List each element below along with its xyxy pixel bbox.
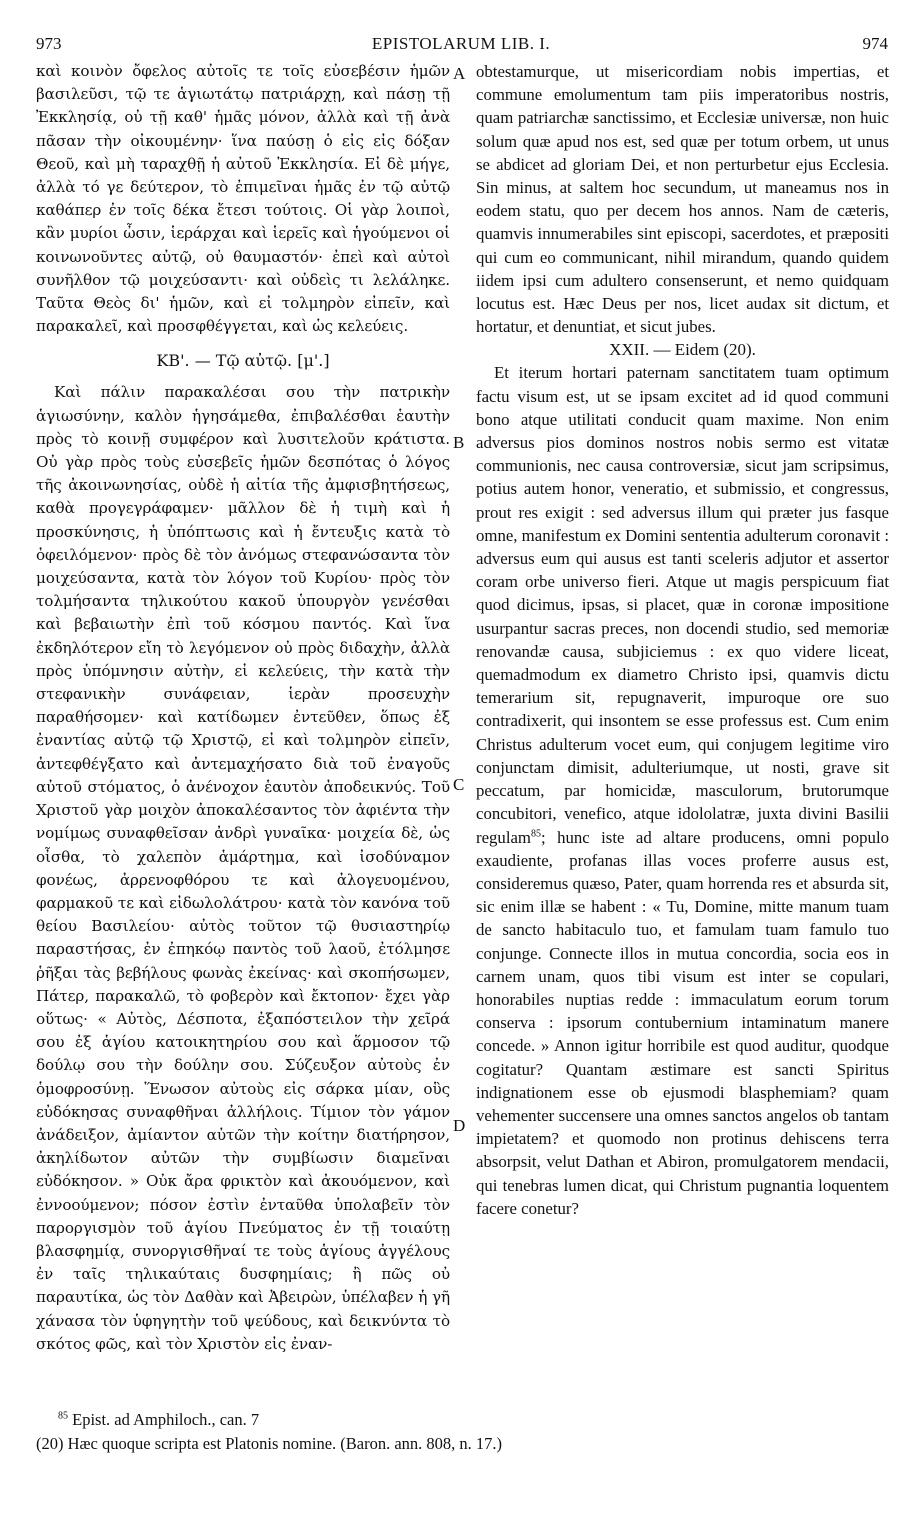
margin-marker-b: B: [453, 433, 465, 452]
latin-paragraph-2: [476, 361, 889, 1220]
page-number-right: 974: [862, 34, 888, 53]
margin-marker-a: A: [453, 64, 466, 83]
footnote-mark: 85: [58, 1410, 68, 1422]
footnote-85: [36, 1408, 896, 1432]
margin-marker-c: C: [453, 775, 465, 794]
margin-marker-d: D: [453, 1116, 466, 1135]
greek-column: [36, 60, 450, 1356]
latin-paragraph-2-continuation: ; hunc iste ad altare producens, omni populo exaudiente, profanas illas voces proferre ausus est, consideremus quæso, Pater, quam horrenda res et absurda sit, sic enim illæ se habent : « Tu, Domine, mitte manum tuam de sancto habitaculo tuo, et famulam tuam famulo tuo conjunge. Connecte illos in mutua concordia, socia eos in carnem unam, quos tibi visum est inter se copulari, honorabiles nuptias redde : immaculatum eorum torum conserva : ipsorum contubernium intaminatum manere concede. » Annon igitur horribile est quod auditur, quodque cogitatur? Quantam æstimare est sancti Spiritus indignationem esse ob ejusmodi blasphemiam? quam vehementer succensere una omnes sanctos angelos ob tantam impietatem? et quomodo non protinus dehiscens terra absorpsit, velut Dathan et Abiron, promulgatorem mendacii, qui tenebras lumen dicat, qui Christum pugnantia loquentem facere conetur?: [476, 827, 889, 1218]
greek-paragraph-2: Καὶ πάλιν παρακαλέσαι σου τὴν πατρικὴν ἁγιωσύνην, καλὸν ἡγησάμεθα, ἐπιβαλέσθαι ἑαυτὴν πρὸς τὸ κοινῇ συμφέρον καὶ λυσιτελοῦν κράτιστα. Οὐ γὰρ πρὸς τοὺς εὐσεβεῖς ἡμῶν δεσπότας ὁ λόγος τῆς ἀκοινωνησίας, οὐδὲ ἡ αἰτία τῆς ἀμφισβητήσεως, καθὰ προγεγράφαμεν· μᾶλλον δὲ ἡ τιμὴ καὶ ἡ προσκύνησις, ἡ ὑπόπτωσις καὶ ἡ ἔντευξις κατὰ τὸ ὀφειλόμενον· πρὸς δὲ τὸν ἀνόμως στεφανώσαντα τὸν μοιχεύσαντα, κατὰ τὸν λόγον τοῦ Κυρίου· πρὸς τὸν τολμήσαντα τηλικούτου κακοῦ ὑπουργὸν γενέσθαι καὶ βεβαιωτὴν ἐπὶ τοῦ κόσμου παντός. Καὶ ἵνα ἐκδηλότερον εἴη τὸ λεγόμενον οὐ πρὸς διδαχὴν, ἀλλὰ πρὸς ὑπόμνησιν αὐτὴν, εἰ κελεύεις, τὴν κατὰ τὴν στεφανικὴν συνάφειαν, ἱερὰν προσευχὴν παραθήσομεν· καὶ κατίδωμεν ἐντεῦθεν, ὅπως ἐξ ἐναντίας αὐτῷ τῷ Χριστῷ, εἰ καὶ τολμηρὸν εἰπεῖν, ἀντεφθέγξατο καὶ ἀντεμαχήσατο διὰ τοῦ ἐναγοῦς αὐτοῦ στόματος, ὁ ἀνένοχον ἑαυτὸν ἀποδεικνύς. Τοῦ Χριστοῦ γὰρ μοιχὸν ἀποκαλέσαντος τὸν ἀφιέντα τὴν νομίμως συναφθεῖσαν ἀνδρὶ γυναῖκα· μοιχεία δὲ, ὡς οἶσθα, τὸ χαλεπὸν ἁμάρτημα, καὶ ἰσοδύναμον φονέως, ἀρρενοφθόρου τε καὶ ἀλογευομένου, φαρμακοῦ τε καὶ εἰδωλολάτρου· κατὰ τὸν κανόνα τοῦ θείου Βασιλείου· αὐτὸς τοῦτον τῷ θυσιαστηρίῳ παραστήσας, ἐν ἐπηκόῳ παντὸς τοῦ λαοῦ, ἐτόλμησε ῥῆξαι τὰς βεβήλους φωνὰς ἐκείνας· καὶ σκοπήσωμεν, Πάτερ, παρακαλῶ, τὸ φοβερὸν καὶ ἔκτοπον· ἔχει γὰρ οὕτως· « Αὐτὸς, Δέσποτα, ἐξαπόστειλον τὴν χεῖρά σου ἐξ ἁγίου κατοικητηρίου σου καὶ ἅρμοσον τῷ δούλῳ σου τὴν δούλην σου. Σύζευξον αὐτοὺς ἐν ὁμοφροσύνῃ. Ἕνωσον αὐτοὺς εἰς σάρκα μίαν, οὓς εὐδόκησας συναφθῆναι ἀλλήλοις. Τίμιον τὸν γάμον ἀνάδειξον, ἀμίαντον αὐτῶν τὴν κοίτην διατήρησον, ἀκηλίδωτον αὐτῶν τὴν συμβίωσιν διαμεῖναι εὐδόκησον. » Οὐκ ἄρα φρικτὸν καὶ ἀκουόμενον, καὶ ἐννοούμενον; πόσον ἐστὶν ἐνταῦθα ὑπολαβεῖν τὸν παροργισμὸν τοῦ ἁγίου Πνεύματος ἐν τῇ τοιαύτῃ βλασφημίᾳ, συνοργισθῆναί τε τοὺς ἁγίους ἀγγέλους ἐν ταῖς τηλικαύταις δυσφημίαις; ἢ πῶς οὐ παραυτίκα, ὡς τὸν Δαθὰν καὶ Ἀβειρὼν, ὑπέλαβεν ἡ γῆ χάνασα τὸν ὑφηγητὴν τοῦ ψεύδους, καὶ δεικνύντα τὸ σκότος φῶς, καὶ τὸν Χριστὸν εἰς ἐναν-: [36, 383, 450, 1353]
page-number-left: 973: [36, 34, 62, 53]
latin-column: [476, 60, 889, 1220]
greek-letter-heading: ΚΒ'. — Τῷ αὐτῷ. [μ'.]: [156, 351, 330, 371]
footnote-reference-85: 85: [530, 827, 541, 839]
latin-paragraph-2-text: Et iterum hortari paternam sanctitatem tuam optimum factu visum est, ut se ipsam excitet ad id quod communi bono atque utilitati conducit quam maxime. Non enim adversus pios dominos nostros nobis sermo est vitatæ communionis, nec causa controversiæ, sicut jam scripsimus, potius autem honor, veneratio, et submissio, et congressus, prout res exigit : sed adversus illum qui præter jus fasque omne, manifestum ex Domini sententia adulterum coronavit : adversus eum qui ausus est tanti sceleris adjutor et assertor coram orbe universo fieri. Atque ut magis perspicuum fiat quod dicimus, ipsas, si placet, quæ in coronæ impositione usurpantur sacras preces, non docendi studio, sed memoriæ renovandæ causa, subjiciemus : ex quo videre liceat, quemadmodum ex diametro Christo ipsi, quamvis dictu temerarium sit, repugnaverit, impuroque ore suo contradixerit, qui insontem se esse professus est. Cum enim Christus adulterum vocet eum, qui conjugem legitime viro conjunctam dimisit, adulteriumque, ut nosti, grave sit peccatum, par homicidæ, masculorum, brutorumque concubitori, venefico, atque idololatræ, juxta divini Basilii regulam: [476, 363, 889, 847]
latin-letter-heading: XXII. — Eidem (20).: [609, 340, 756, 360]
footnote-20: (20) Hæc quoque scripta est Platonis nomine. (Baron. ann. 808, n. 17.): [36, 1434, 503, 1453]
greek-paragraph-1: καὶ κοινὸν ὄφελος αὐτοῖς τε τοῖς εὐσεβέσιν ἡμῶν βασιλεῦσι, τῷ τε ἁγιωτάτῳ πατριάρχῃ, καὶ πάσῃ τῇ Ἐκκλησίᾳ, οὐ τῇ καθ' ἡμᾶς μόνον, ἀλλὰ καὶ τῇ ἀνὰ πᾶσαν τὴν οἰκουμένην· ἵνα παύσῃ ὁ εἰς εἰς δόξαν Θεοῦ, καὶ μὴ ταραχθῇ ἡ αὐτοῦ Ἐκκλησία. Εἰ δὲ μήγε, ἀλλὰ τό γε δεύτερον, τὸ ἐπιμεῖναι ἡμᾶς ἐν τῷ αὐτῷ καθάπερ ἐν τοῖς δέκα ἔτεσι τούτοις. Οἱ γὰρ λοιποὶ, κἂν μυρίοι ὦσιν, ἱεράρχαι καὶ ἱερεῖς καὶ ἡγούμενοι οἱ κοινωνοῦντες αὐτῷ, οὐ θαυμαστόν· ἐπεὶ καὶ αὐτοὶ συνῆλθον τῷ μοιχεύσαντι· καὶ οὐδεὶς τι λελάληκε. Ταῦτα Θεὸς δι' ἡμῶν, καὶ εἰ τολμηρὸν εἰπεῖν, καὶ παρακαλεῖ, καὶ προσφθέγγεται, καὶ ὡς κελεύεις.: [36, 62, 450, 336]
latin-paragraph-1: obtestamurque, ut misericordiam nobis impertias, et commune emolumentum tam piis imperatoribus nostris, quam patriarchæ sanctissimo, et Ecclesiæ universæ, non huic solum quæ apud nos est, sed quæ per totum orbem, ut unus se abdicet ad gloriam Dei, et non perturbetur ejus Ecclesia. Sin minus, at saltem hoc secundum, ut maneamus nos in eodem statu, quo per decem hos annos. Nam de cæteris, quamvis innumerabiles sint episcopi, sacerdotes, et præpositi qui cum eo communicant, nihil mirandum, quando quidem iidem ipsi cum adultero consenserunt, et nemo quidquam locutus est. Hæc Deus per nos, licet audax sit dictum, et hortatur, et denuntiat, et sicut jubes.: [476, 62, 889, 337]
footnotes: [36, 1408, 896, 1456]
footnote-85-text: Epist. ad Amphiloch., can. 7: [72, 1410, 260, 1429]
running-title: EPISTOLARUM LIB. I.: [371, 34, 551, 53]
page-header: [0, 34, 922, 58]
